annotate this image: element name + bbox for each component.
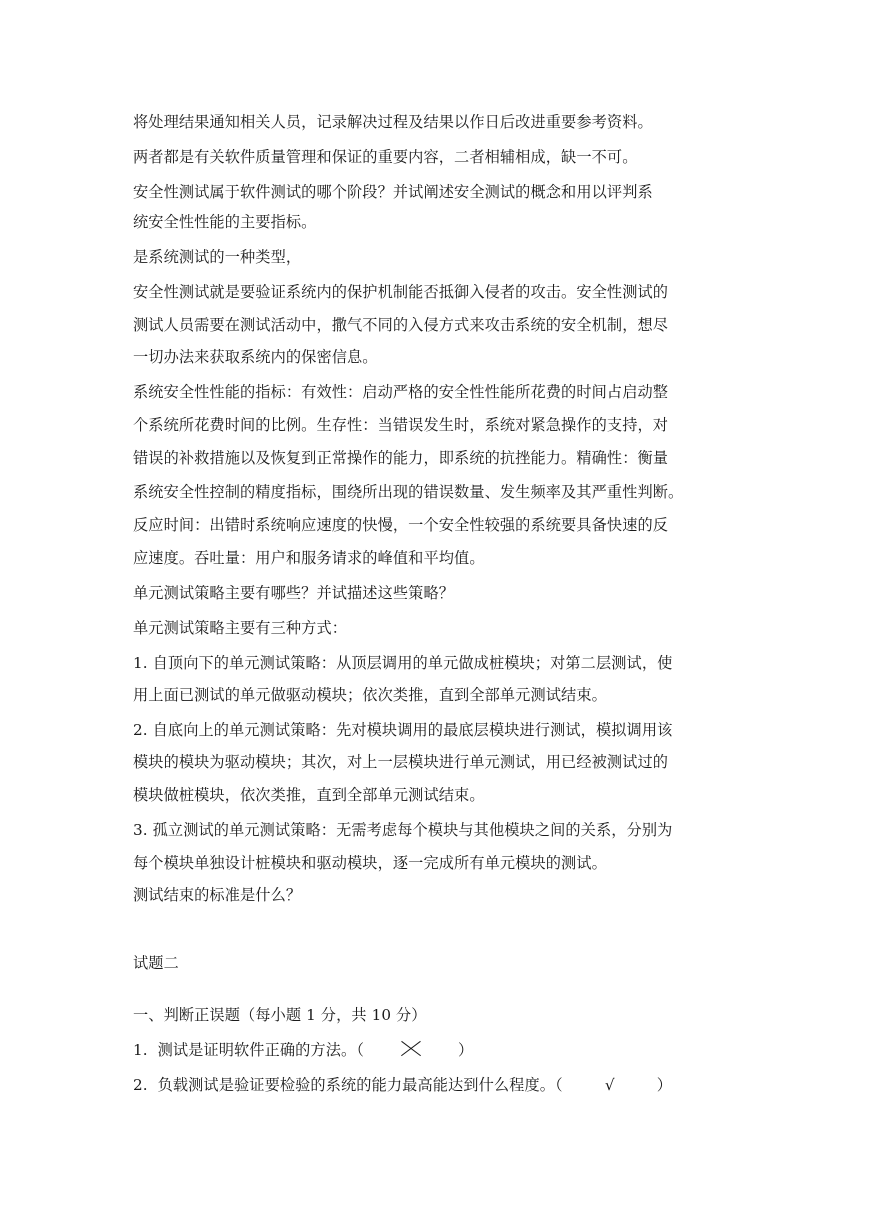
answer-cross-icon (364, 1040, 458, 1060)
paragraph-line: 模块的模块为驱动模块；其次，对上一层模块进行单元测试，用已经被测试过的 (133, 753, 669, 771)
paragraph-line: 一切办法来获取系统内的保密信息。 (133, 348, 378, 366)
answer-check-mark: √ (604, 1076, 615, 1094)
paragraph-line: 统安全性性能的主要指标。 (133, 213, 317, 231)
part-title: 一、判断正误题（每小题 1 分，共 10 分） (133, 1006, 427, 1024)
question-close-paren: ） (458, 1041, 474, 1059)
paragraph-line: 两者都是有关软件质量管理和保证的重要内容，二者相辅相成，缺一不可。 (133, 148, 638, 166)
paragraph-line: 反应时间：出错时系统响应速度的快慢，一个安全性较强的系统要具备快速的反 (133, 516, 669, 534)
question-2 (133, 1075, 672, 1095)
question-number: 1. (133, 1041, 148, 1059)
question-text: 负载测试是验证要检验的系统的能力最高能达到什么程度。（ (157, 1076, 563, 1094)
question-number: 2. (133, 1076, 148, 1094)
paragraph-line: 单元测试策略主要有哪些？并试描述这些策略？ (133, 584, 455, 602)
question-1 (133, 1040, 473, 1060)
paragraph-line: 错误的补救措施以及恢复到正常操作的能力，即系统的抗挫能力。精确性：衡量 (133, 449, 669, 467)
paragraph-line: 用上面已测试的单元做驱动模块；依次类推，直到全部单元测试结束。 (133, 686, 607, 704)
paragraph-line: 测试人员需要在测试活动中，撒气不同的入侵方式来攻击系统的安全机制，想尽 (133, 316, 669, 334)
paragraph-line: 2. 自底向上的单元测试策略：先对模块调用的最底层模块进行测试，模拟调用该 (133, 721, 673, 739)
paragraph-line: 安全性测试就是要验证系统内的保护机制能否抵御入侵者的攻击。安全性测试的 (133, 283, 669, 301)
section-title: 试题二 (133, 954, 179, 972)
paragraph-line: 是系统测试的一种类型， (133, 248, 302, 266)
paragraph-line: 应速度。吞吐量：用户和服务请求的峰值和平均值。 (133, 549, 485, 567)
paragraph-line: 系统安全性性能的指标：有效性：启动严格的安全性性能所花费的时间占启动整 (133, 383, 669, 401)
paragraph-line: 将处理结果通知相关人员，记录解决过程及结果以作日后改进重要参考资料。 (133, 113, 653, 131)
paragraph-line: 模块做桩模块，依次类推，直到全部单元测试结束。 (133, 786, 485, 804)
paragraph-line: 1. 自顶向下的单元测试策略：从顶层调用的单元做成桩模块；对第二层测试，使 (133, 654, 673, 672)
paragraph-line: 3. 孤立测试的单元测试策略：无需考虑每个模块与其他模块之间的关系，分别为 (133, 821, 673, 839)
paragraph-line: 个系统所花费时间的比例。生存性：当错误发生时，系统对紧急操作的支持，对 (133, 416, 669, 434)
paragraph-line: 系统安全性控制的精度指标，围绕所出现的错误数量、发生频率及其严重性判断。 (133, 483, 684, 501)
paragraph-line: 测试结束的标准是什么？ (133, 886, 302, 904)
question-close-paren: ） (656, 1076, 673, 1094)
question-text: 测试是证明软件正确的方法。（ (157, 1041, 364, 1059)
paragraph-line: 单元测试策略主要有三种方式： (133, 619, 348, 637)
paragraph-line: 每个模块单独设计桩模块和驱动模块，逐一完成所有单元模块的测试。 (133, 854, 607, 872)
paragraph-line: 安全性测试属于软件测试的哪个阶段？并试阐述安全测试的概念和用以评判系 (133, 183, 653, 201)
